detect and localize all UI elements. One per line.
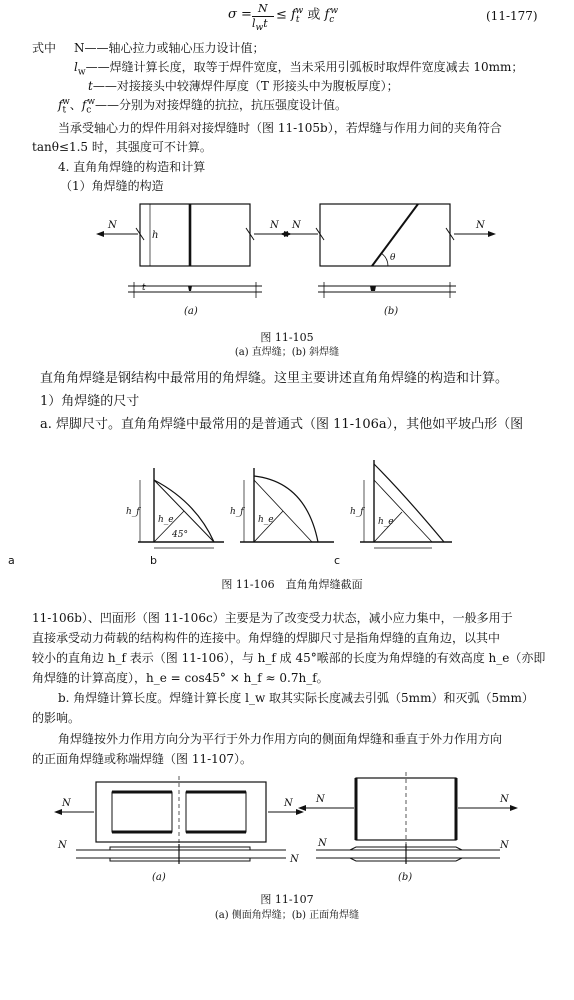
fig105b-N-left: N [292,220,301,231]
fig105b-angle-arc [381,253,388,266]
fig105b-N-right: N [476,220,485,231]
fig107a-side-cover-bottom [110,858,250,861]
para-6-line-1: 角焊缝按外力作用方向分为平行于外力作用方向的侧面角焊缝和垂直于外力作用方向 [58,732,503,746]
fig105-title: 图 11-105 [260,331,314,344]
fig105a-t-label: t [142,283,146,293]
figure-11-106 [0,440,574,570]
fig107a-arrowhead-right [296,809,304,815]
fig106a-hf: h_f [126,507,140,517]
para-1-line-1: 当承受轴心力的焊件用斜对接焊缝时（图 11-105b），若焊缝与作用力间的夹角符合 [58,121,502,135]
figure-11-105 [0,190,574,340]
fig106-title: 图 11-106 直角角焊缝截面 [221,578,363,591]
fig105a-h-label: h [152,230,159,241]
fig105a-N-right: N [270,220,279,231]
fig107a-plate-left [112,792,172,832]
fig106-label-b: b [150,554,157,567]
para-5-line-1: b. 角焊缝计算长度。焊缝计算长度 l_w 取其实际长度减去引弧（5mm）和灭弧（5mm） [58,691,534,705]
fig107b-N-side-right: N [500,840,509,851]
formula-fraction-num: N [258,2,268,15]
para-3: a. 焊脚尺寸。直角角焊缝中最常用的是普通式（图 11-106a），其他如平坡凸形（图 [40,417,524,432]
def-N: N——轴心拉力或轴心压力设计值； [74,41,265,55]
fig105b-theta: θ [390,253,396,263]
fig105a-N-left: N [108,220,117,231]
fig107a-N-right: N [284,798,293,809]
fig107a-side-cover-top [110,847,250,850]
fig106b-he: h_e [258,515,274,525]
figure-11-107 [0,770,574,890]
fig106-label-c: c [334,554,341,567]
fig105a-section-weld [188,286,192,291]
fig107b-N-right: N [500,794,509,805]
fig107a-N-side-right: N [290,854,299,865]
def-f: $f_t^w$、$f_c^w——$分别为对接焊缝的抗拉，抗压强度设计值。 [58,97,348,116]
formula-rhs: ≤ $f_t^w$ 或 $f_c^w$ [276,6,339,25]
fig106a-45: 45° [172,530,188,540]
fig105a-arrowhead-left [96,231,104,237]
fig107a-N-side-left: N [58,840,67,851]
fig106a-he: h_e [158,515,174,525]
para-1-line-2: tanθ≤1.5 时，其强度可不计算。 [32,140,212,154]
para-4-line-4: 角焊缝的计算高度），h_e = cos45° × h_f ≈ 0.7h_f。 [32,671,329,685]
fig107a-plate-right [186,792,246,832]
def-lw: $l_w——$焊缝计算长度，取等于焊件宽度，当未采用引弧板时取焊件宽度减去 10mm； [74,60,524,78]
para-4-line-1: 11-106b）、凹面形（图 11-106c）主要是为了改变受力状态，减小应力集中，一般多用于 [32,611,513,625]
fig107a-sub: (a) [152,872,166,883]
formula-lhs: σ = [228,7,252,22]
fig106c-hf: h_f [350,507,364,517]
fig105b-sub: (b) [384,306,399,317]
equation-number: (11-177) [486,9,538,23]
fig107b-sub: (b) [398,872,413,883]
fig107b-N-left: N [316,794,325,805]
fig107b-N-side-left: N [318,838,327,849]
para-4-line-3: 较小的直角边 h_f 表示（图 11-106），与 h_f 成 45°喉部的长度为角焊缝的有效高度 h_e（亦即 [32,651,546,665]
heading-weld-size: 1）角焊缝的尺寸 [40,394,140,409]
fig105-caption: (a) 直焊缝；(b) 斜焊缝 [234,347,340,358]
fig107b-arrowhead-right [510,805,518,811]
fig107-title: 图 11-107 [260,893,314,906]
fig107a-arrowhead-left [54,809,62,815]
fig105b-arrowhead-right [488,231,496,237]
fig105b-section-weld [370,286,376,291]
section-heading-4-1: （1）角焊缝的构造 [60,179,164,193]
formula-fraction-den: $l_wt$ [252,17,268,34]
fig107b-arrowhead-left [298,805,306,811]
para-4-line-2: 直接承受动力荷载的结构构件的连接中。角焊缝的焊脚尺寸是指角焊缝的直角边，以其中 [32,631,501,645]
defs-lead: 式中 [32,41,57,55]
para-6-line-2: 的正面角焊缝或称端焊缝（图 11-107）。 [32,752,253,766]
fig106c-he: h_e [378,517,394,527]
formula [228,6,252,23]
para-2: 直角角焊缝是钢结构中最常用的角焊缝。这里主要讲述直角角焊缝的构造和计算。 [40,371,509,386]
fig106b-hf: h_f [230,507,244,517]
def-t: t——对接接头中较薄焊件厚度（T 形接头中为腹板厚度）； [88,79,399,93]
section-heading-4: 4. 直角角焊缝的构造和计算 [58,160,206,174]
fig106-label-a: a [8,554,15,567]
fig107-caption: (a) 侧面角焊缝；(b) 正面角焊缝 [214,910,360,921]
fig107a-N-left: N [62,798,71,809]
para-5-line-2: 的影响。 [32,711,81,725]
fig105a-sub: (a) [184,306,198,317]
